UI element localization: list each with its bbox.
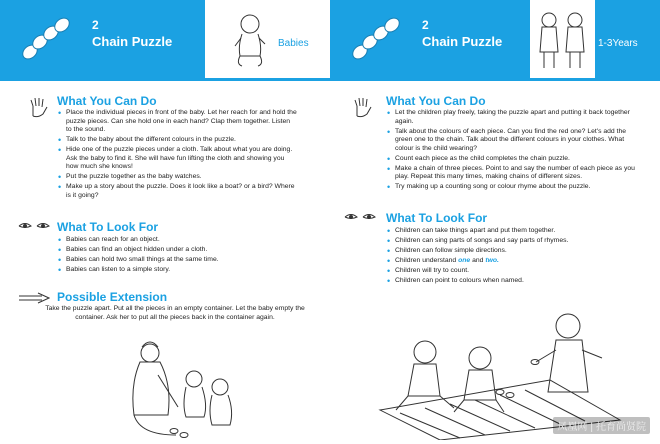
- children-illustration-icon: [535, 8, 589, 72]
- understand-and: and: [470, 256, 486, 264]
- list-item: • Children can sing parts of songs and say parts of rhymes.: [386, 237, 642, 246]
- eyes-icon: [344, 212, 376, 222]
- left-what-you-can-do-title: What You Can Do: [57, 94, 157, 108]
- list-item: • Make a chain of three pieces. Point to and say the number of each piece as you play. Repeat this many times, making chains of different sizes.: [386, 165, 642, 182]
- highlight-two: two.: [485, 256, 499, 264]
- list-item: • Let the children play freely, taking the puzzle apart and putting it back together again.: [386, 109, 642, 126]
- right-what-you-can-do-title: What You Can Do: [386, 94, 486, 108]
- list-item: • Babies can reach for an object.: [57, 236, 297, 245]
- left-what-to-look-for-list: [57, 236, 297, 276]
- list-item: • Children can point to colours when named.: [386, 277, 642, 286]
- list-item: • Talk to the baby about the different colours in the puzzle.: [57, 136, 297, 145]
- list-item: • Place the individual pieces in front of the baby. Let her reach for and hold the puzzle pieces. Can she hold one in each hand? Clap them together. Listen to the sound.: [57, 109, 297, 135]
- right-age-label: 1-3Years: [598, 38, 638, 49]
- list-item: [386, 257, 642, 266]
- hand-icon: [352, 96, 374, 118]
- chain-puzzle-icon: [18, 14, 76, 64]
- watermark-part2: 托育尚贤院: [596, 422, 646, 433]
- caregiver-with-babies-illustration: [120, 335, 250, 441]
- possible-extension-text: Take the puzzle apart. Put all the pieces in an empty container. Let the baby empty the container. Ask her to put all the pieces back in the container again.: [45, 305, 305, 321]
- list-item: • Try making up a counting song or colour rhyme about the puzzle.: [386, 183, 642, 192]
- list-item: • Put the puzzle together as the baby watches.: [57, 173, 297, 182]
- toddlers-column: [330, 0, 660, 444]
- right-what-to-look-for-list: [386, 227, 642, 287]
- list-item: • Children will try to count.: [386, 267, 642, 276]
- possible-extension-title: Possible Extension: [57, 290, 168, 304]
- watermark-part1: 凤凰网: [557, 422, 588, 433]
- baby-illustration-icon: [232, 10, 268, 70]
- watermark-separator: |: [590, 422, 593, 433]
- left-activity-title: Chain Puzzle: [92, 34, 173, 49]
- left-what-you-can-do-list: [57, 109, 297, 202]
- list-item: • Babies can hold two small things at the same time.: [57, 256, 297, 265]
- list-item: • Babies can listen to a simple story.: [57, 266, 297, 275]
- list-item: • Children can follow simple directions.: [386, 247, 642, 256]
- left-what-to-look-for-title: What To Look For: [57, 220, 159, 234]
- left-age-label: Babies: [278, 38, 309, 49]
- right-header-rule: [330, 78, 660, 81]
- list-item: • Babies can find an object hidden under a cloth.: [57, 246, 297, 255]
- left-header: [0, 0, 330, 78]
- left-activity-number: 2: [92, 18, 99, 32]
- list-item: • Make up a story about the puzzle. Does it look like a boat? or a bird? Where is it going?: [57, 183, 297, 200]
- arrow-icon: [18, 292, 50, 304]
- chain-puzzle-icon: [348, 14, 406, 64]
- right-activity-number: 2: [422, 18, 429, 32]
- right-what-you-can-do-list: [386, 109, 642, 193]
- eyes-icon: [18, 221, 50, 231]
- understand-prefix: Children understand: [395, 256, 459, 264]
- right-header: [330, 0, 660, 78]
- left-header-rule: [0, 78, 330, 81]
- watermark: [553, 417, 650, 434]
- list-item: • Count each piece as the child completes the chain puzzle.: [386, 155, 642, 164]
- hand-icon: [28, 96, 50, 118]
- list-item: • Talk about the colours of each piece. Can you find the red one? Let's add the green one to the chain. Talk about the different colours in your clothes. What colour is the child wearing?: [386, 128, 642, 154]
- list-item: • Children can take things apart and put them together.: [386, 227, 642, 236]
- right-what-to-look-for-title: What To Look For: [386, 211, 488, 225]
- highlight-one: one: [458, 256, 471, 264]
- right-activity-title: Chain Puzzle: [422, 34, 503, 49]
- list-item: • Hide one of the puzzle pieces under a cloth. Talk about what you are doing. Ask the baby to find it. She will have fun lifting the cloth and showing you how much she knows!: [57, 146, 297, 172]
